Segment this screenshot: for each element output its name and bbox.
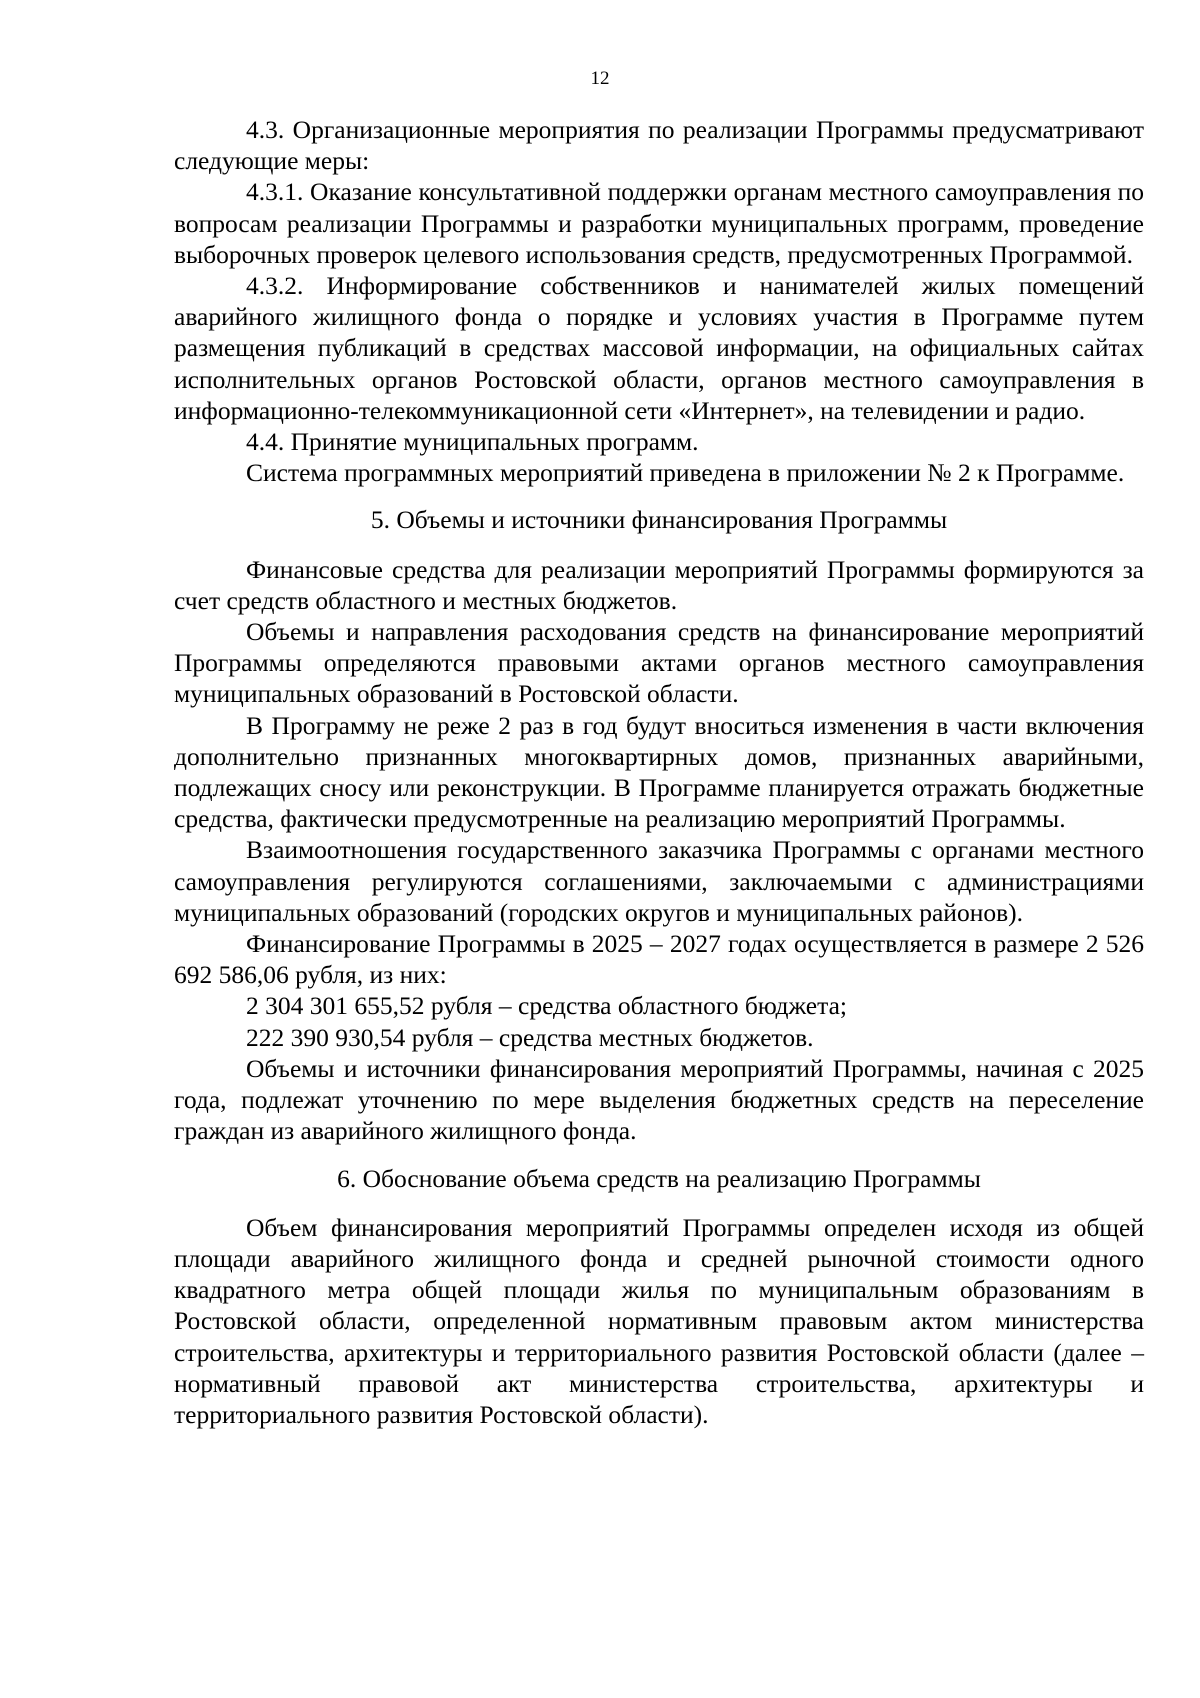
paragraph-s5-6: 2 304 301 655,52 рубля – средства областного бюджета; xyxy=(246,991,847,1021)
section-5-heading: 5. Объемы и источники финансирования Программы xyxy=(370,505,948,535)
paragraph-s5-5: Финансирование Программы в 2025 – 2027 годах осуществляется в размере 2 526 692 586,06 рубля, из них: xyxy=(174,929,1144,990)
paragraph-4-3: 4.3. Организационные мероприятия по реализации Программы предусматривают следующие меры: xyxy=(174,115,1144,176)
paragraph-s5-2: Объемы и направления расходования средств на финансирование мероприятий Программы определяются правовыми актами органов местного самоуправления муниципальных образований в Ростовской области. xyxy=(174,617,1144,709)
paragraph-s5-7: 222 390 930,54 рубля – средства местных бюджетов. xyxy=(246,1022,814,1052)
paragraph-4-3-1: 4.3.1. Оказание консультативной поддержки органам местного самоуправления по вопросам реализации Программы и разработки муниципальных программ, проведение выборочных проверок целевого использования средств, предусмотренных Программой. xyxy=(174,177,1144,269)
page-number: 12 xyxy=(590,68,610,89)
paragraph-s5-4: Взаимоотношения государственного заказчика Программы с органами местного самоуправления регулируются соглашениями, заключаемыми с администрациями муниципальных образований (городских округов и муниципальных районов). xyxy=(174,835,1144,927)
paragraph-s6-1: Объем финансирования мероприятий Программы определен исходя из общей площади аварийного жилищного фонда и средней рыночной стоимости одного квадратного метра общей площади жилья по муниципальным образованиям в Ростовской области, определенной нормативным правовым актом министерства строительства, архитектуры и территориального развития Ростовской области (далее – нормативный правовой акт министерства строительства, архитектуры и территориального развития Ростовской области). xyxy=(174,1212,1144,1429)
paragraph-s5-8: Объемы и источники финансирования мероприятий Программы, начиная с 2025 года, подлежат уточнению по мере выделения бюджетных средств на переселение граждан из аварийного жилищного фонда. xyxy=(174,1053,1144,1146)
paragraph-4-3-2: 4.3.2. Информирование собственников и нанимателей жилых помещений аварийного жилищного фонда о порядке и условиях участия в Программе путем размещения публикаций в средствах массовой информации, на официальных сайтах исполнительных органов Ростовской области, органов местного самоуправления в информационно-телекоммуникационной сети «Интернет», на телевидении и радио. xyxy=(174,271,1144,425)
document-body xyxy=(174,114,1144,1430)
paragraph-4-4: 4.4. Принятие муниципальных программ. xyxy=(246,427,699,457)
paragraph-s5-1: Финансовые средства для реализации мероприятий Программы формируются за счет средств областного и местных бюджетов. xyxy=(174,554,1144,615)
section-6-heading: 6. Обоснование объема средств на реализацию Программы xyxy=(337,1163,981,1193)
paragraph-system: Система программных мероприятий приведена в приложении № 2 к Программе. xyxy=(246,458,1125,488)
paragraph-s5-3: В Программу не реже 2 раз в год будут вноситься изменения в части включения дополнительно признанных многоквартирных домов, признанных аварийными, подлежащих сносу или реконструкции. В Программе планируется отражать бюджетные средства, фактически предусмотренные на реализацию мероприятий Программы. xyxy=(174,710,1144,834)
